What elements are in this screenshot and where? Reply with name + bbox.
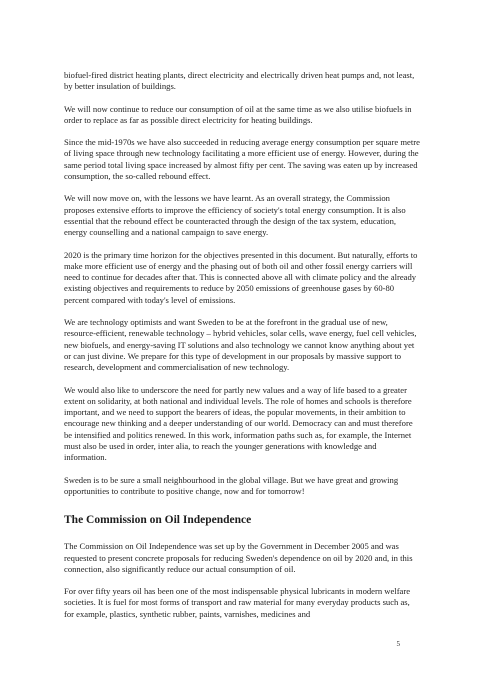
paragraph: Since the mid-1970s we have also succeeded in reducing average energy consumption per square metre of living space through new technology facilitating a more efficient use of energy. However, during the same period total living space increased by almost fifty per cent. The saving was eaten up by increased consumption, the so-called rebound effect. [64, 137, 420, 182]
paragraph: 2020 is the primary time horizon for the objectives presented in this document. But naturally, efforts to make more efficient use of energy and the phasing out of both oil and other fossil energy carriers will need to continue for decades after that. This is connected above all with climate policy and the already existing objectives and requirements to reduce by 2050 emissions of greenhouse gases by 60-80 percent compared with today's level of emissions. [64, 249, 418, 305]
paragraph: We are technology optimists and want Sweden to be at the forefront in the gradual use of new, resource-efficient, renewable technology – hybrid vehicles, solar cells, wave energy, fuel cell vehicles, new biofuels, and energy-saving IT solutions and also technology we cannot know anything about yet or can just divine. We prepare for this type of development in our proposals by massive support to research, development and commercialisation of new technology. [64, 317, 417, 373]
section-heading: The Commission on Oil Independence [64, 514, 252, 527]
paragraph: biofuel-fired district heating plants, direct electricity and electrically driven heat pumps and, not least, by better insulation of buildings. [64, 70, 415, 92]
page-number: 5 [396, 640, 400, 648]
paragraph: We will now continue to reduce our consumption of oil at the same time as we also utilise biofuels in order to replace as far as possible direct electricity for heating buildings. [64, 103, 412, 125]
paragraph: The Commission on Oil Independence was set up by the Government in December 2005 and was requested to present concrete proposals for reducing Sweden's dependence on oil by 2020 and, in this connection, also significantly reduce our actual consumption of oil. [64, 541, 413, 574]
paragraph: We would also like to underscore the need for partly new values and a way of life based to a greater extent on solidarity, at both national and individual levels. The role of homes and schools is therefore important, and we need to support the bearers of ideas, the popular movements, in their ambition to encourage new thinking and a deeper understanding of our world. Democracy can and must therefore be intensified and politics renewed. In this work, information paths such as, for example, the Internet must also be used in order, inter alia, to reach the younger generations with knowledge and information. [64, 384, 413, 463]
paragraph: We will now move on, with the lessons we have learnt. As an overall strategy, the Commission proposes extensive efforts to improve the efficiency of society's total energy consumption. It is also essential that the rebound effect be counteracted through the design of the tax system, education, energy counselling and a national campaign to save energy. [64, 193, 406, 238]
paragraph: Sweden is to be sure a small neighbourhood in the global village. But we have great and growing opportunities to contribute to positive change, now and for tomorrow! [64, 474, 399, 496]
paragraph: For over fifty years oil has been one of the most indispensable physical lubricants in modern welfare societies. It is fuel for most forms of transport and raw material for many everyday products such as, for example, plastics, synthetic rubber, paints, varnishes, medicines and [64, 586, 411, 619]
